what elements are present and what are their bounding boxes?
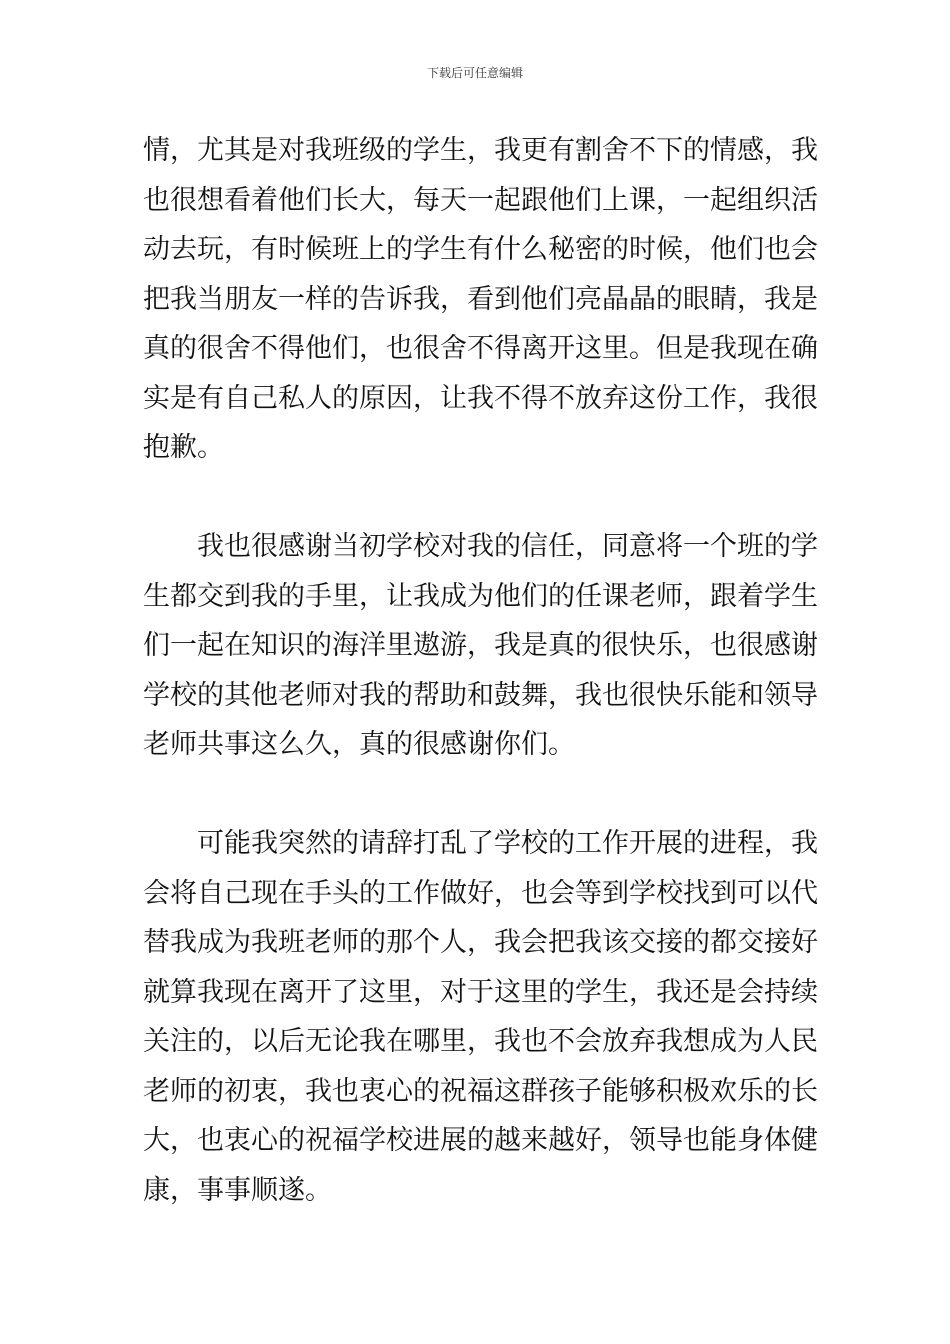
- text-line: 康，事事顺遂。: [143, 1174, 332, 1206]
- paragraph-3: [143, 819, 818, 1215]
- text-line: 也很想看着他们长大，每天一起跟他们上课，一起组织活: [143, 184, 818, 216]
- text-line: 实是有自己私人的原因，让我不得不放弃这份工作，我很: [143, 382, 818, 414]
- text-line: 学校的其他老师对我的帮助和鼓舞，我也很快乐能和领导: [143, 679, 818, 711]
- text-line: 情，尤其是对我班级的学生，我更有割舍不下的情感，我: [143, 135, 818, 166]
- text-line: 就算我现在离开了这里，对于这里的学生，我还是会持续: [143, 976, 818, 1008]
- page-header: 下载后可任意编辑: [426, 66, 523, 80]
- text-line: 老师的初衷，我也衷心的祝福这群孩子能够积极欢乐的长: [143, 1075, 818, 1107]
- paragraph-2: [143, 522, 818, 770]
- text-line: 替我成为我班老师的那个人，我会把我该交接的都交接好: [143, 927, 818, 958]
- text-line: 真的很舍不得他们，也很舍不得离开这里。但是我现在确: [143, 333, 818, 364]
- text-line: 大，也衷心的祝福学校进展的越来越好，领导也能身体健: [143, 1125, 818, 1156]
- text-line: 我也很感谢当初学校对我的信任，同意将一个班的学: [143, 531, 818, 562]
- text-line: 关注的，以后无论我在哪里，我也不会放弃我想成为人民: [143, 1026, 818, 1057]
- text-line: 生都交到我的手里，让我成为他们的任课老师，跟着学生: [143, 580, 818, 612]
- text-line: 把我当朋友一样的告诉我，看到他们亮晶晶的眼睛，我是: [143, 283, 818, 315]
- text-line: 们一起在知识的海洋里遨游，我是真的很快乐，也很感谢: [143, 630, 818, 661]
- text-line: 动去玩，有时候班上的学生有什么秘密的时候，他们也会: [143, 234, 818, 265]
- text-line: 会将自己现在手头的工作做好，也会等到学校找到可以代: [143, 877, 818, 909]
- paragraph-1: [143, 126, 818, 473]
- text-line: 可能我突然的请辞打乱了学校的工作开展的进程，我: [143, 828, 818, 859]
- text-line: 抱歉。: [143, 432, 224, 463]
- text-line: 老师共事这么久，真的很感谢你们。: [143, 729, 575, 760]
